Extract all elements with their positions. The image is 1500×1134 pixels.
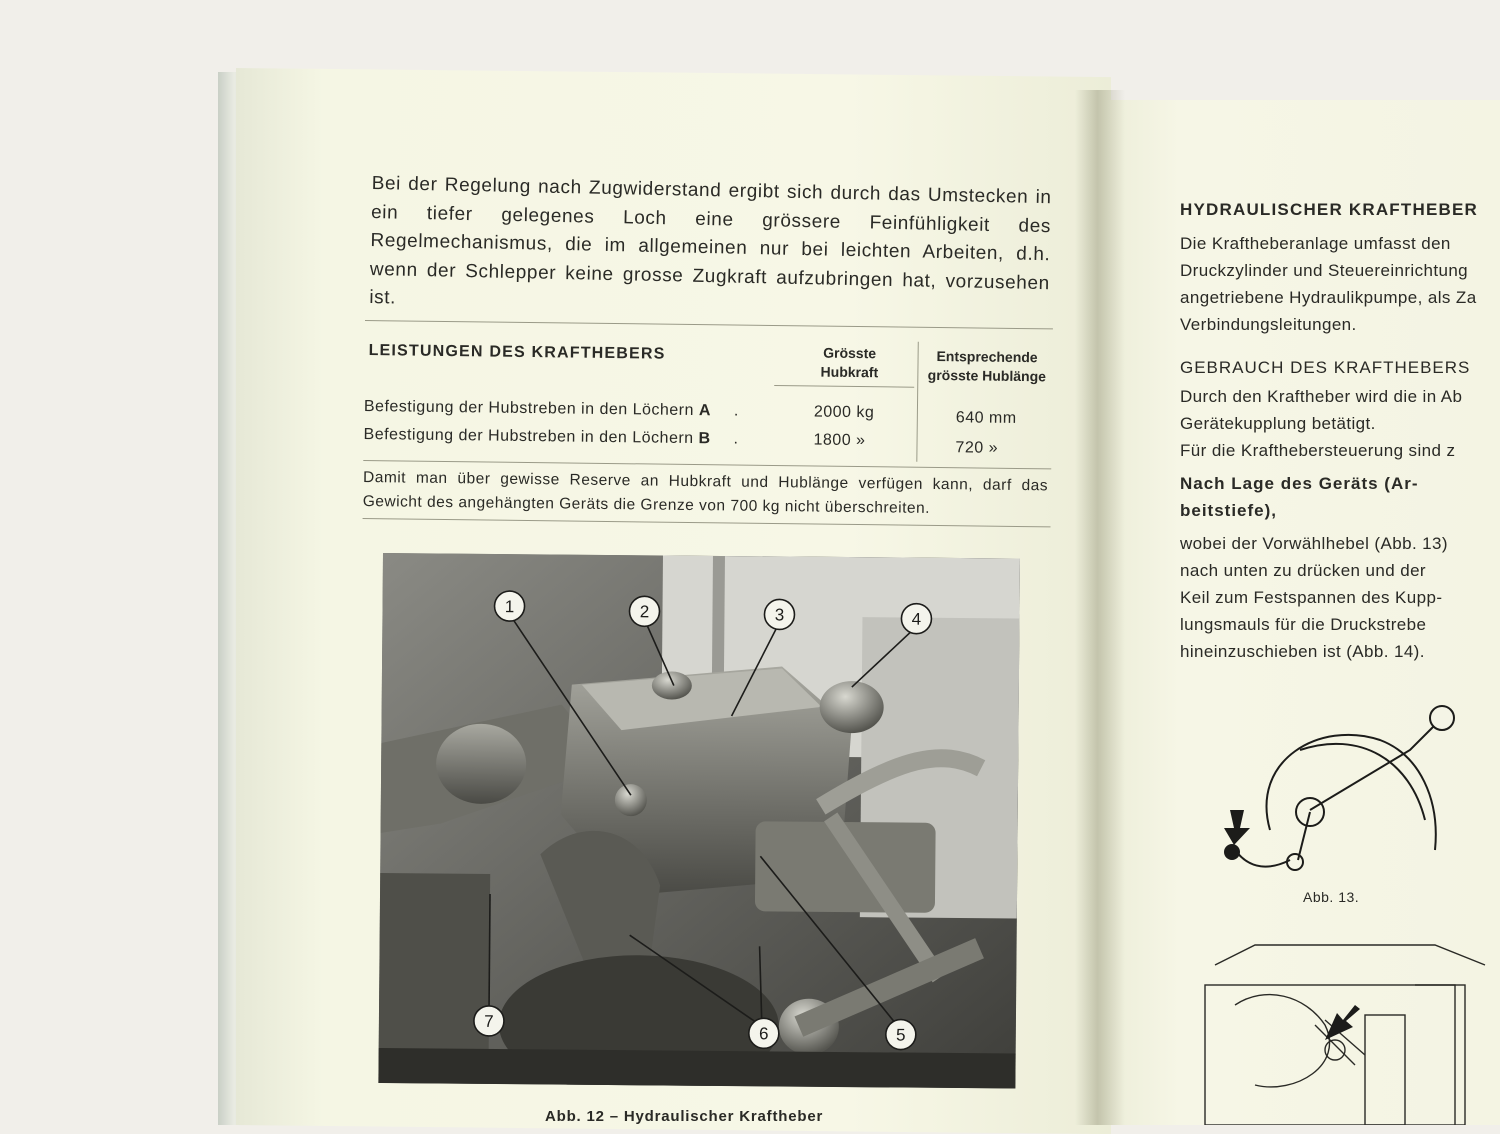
- col-header-force: Grösste Hubkraft: [820, 344, 879, 381]
- row-force: 2000 kg: [813, 403, 875, 422]
- lever-drawing: [1210, 700, 1460, 890]
- bold-line: beitstiefe),: [1180, 501, 1278, 520]
- intro-line: Die Kraftheberanlage umfasst den: [1180, 234, 1451, 253]
- right-subheading: GEBRAUCH DES KRAFTHEBERS: [1180, 358, 1471, 377]
- callout-label: 3: [774, 605, 785, 625]
- right-page-content: [1180, 200, 1500, 665]
- callout-label: 5: [895, 1025, 906, 1045]
- callout-label: 7: [484, 1011, 494, 1031]
- detail-line: lungsmauls für die Druckstrebe: [1180, 615, 1427, 634]
- bold-line: Nach Lage des Geräts (Ar-: [1180, 474, 1419, 493]
- intro-line: Druckzylinder und Steuereinrichtung: [1180, 261, 1469, 280]
- performance-table: [363, 320, 1055, 528]
- book-gutter: [1075, 90, 1125, 1125]
- row-force: 1800 »: [813, 431, 866, 450]
- detail-line: wobei der Vorwählhebel (Abb. 13): [1180, 534, 1448, 553]
- row-dot: .: [733, 402, 739, 420]
- engine-illustration: [378, 553, 1020, 1089]
- row-label: Befestigung der Hubstreben in den Löchern: [363, 397, 695, 420]
- row-hole: B: [698, 430, 711, 448]
- callout-label: 1: [504, 597, 515, 617]
- photo-caption: Abb. 12 – Hydraulischer Kraftheber: [545, 1108, 824, 1125]
- row-label: Befestigung der Hubstreben in den Löchern: [363, 425, 694, 448]
- row-dot: .: [733, 430, 739, 448]
- row-hole: A: [698, 402, 712, 420]
- hydraulic-lift-photo: [378, 553, 1020, 1089]
- usage-line: Gerätekupplung betätigt.: [1180, 414, 1376, 433]
- detail-line: hineinzuschieben ist (Abb. 14).: [1180, 642, 1425, 661]
- usage-line: Durch den Kraftheber wird die in Ab: [1180, 387, 1463, 406]
- row-length: 640 mm: [955, 409, 1017, 427]
- right-heading: HYDRAULISCHER KRAFTHEBER: [1180, 200, 1478, 219]
- header-rule: [774, 385, 914, 388]
- callout-label: 4: [911, 609, 922, 629]
- table-row: [363, 426, 738, 449]
- row-length: 720 »: [955, 439, 999, 457]
- usage-line: Für die Krafthebersteuerung sind z: [1180, 441, 1456, 460]
- intro-paragraph: Bei der Regelung nach Zugwiderstand ergibt sich durch das Umstecken in ein tiefer gelegenes Loch eine grössere Feinfühligkeit des Regelmechanismus, die im allgemeinen nur bei leichten Arbeiten, d.h. wenn der Schlepper keine grosse Zugkraft aufzubringen hat, vorzusehen ist.: [369, 172, 1052, 309]
- fig13-caption: Abb. 13.: [1303, 889, 1360, 905]
- detail-line: nach unten zu drücken und der: [1180, 561, 1426, 580]
- table-note: Damit man über gewisse Reserve an Hubkraft und Hublänge verfügen kann, darf das Gewicht des angehängten Geräts die Grenze von 700 kg nicht überschreiten.: [362, 468, 1049, 517]
- callout-label: 2: [639, 602, 650, 622]
- column-divider: [916, 342, 918, 462]
- intro-line: angetriebene Hydraulikpumpe, als Za: [1180, 288, 1477, 307]
- detail-line: Keil zum Festspannen des Kupp-: [1180, 588, 1443, 607]
- intro-line: Verbindungsleitungen.: [1180, 315, 1357, 334]
- table-row: [364, 398, 739, 421]
- coupling-drawing: [1195, 925, 1500, 1125]
- callout-label: 6: [759, 1024, 769, 1044]
- col-header-length: Entsprechende grösste Hublänge: [927, 347, 1047, 385]
- table-title: LEISTUNGEN DES KRAFTHEBERS: [368, 342, 666, 363]
